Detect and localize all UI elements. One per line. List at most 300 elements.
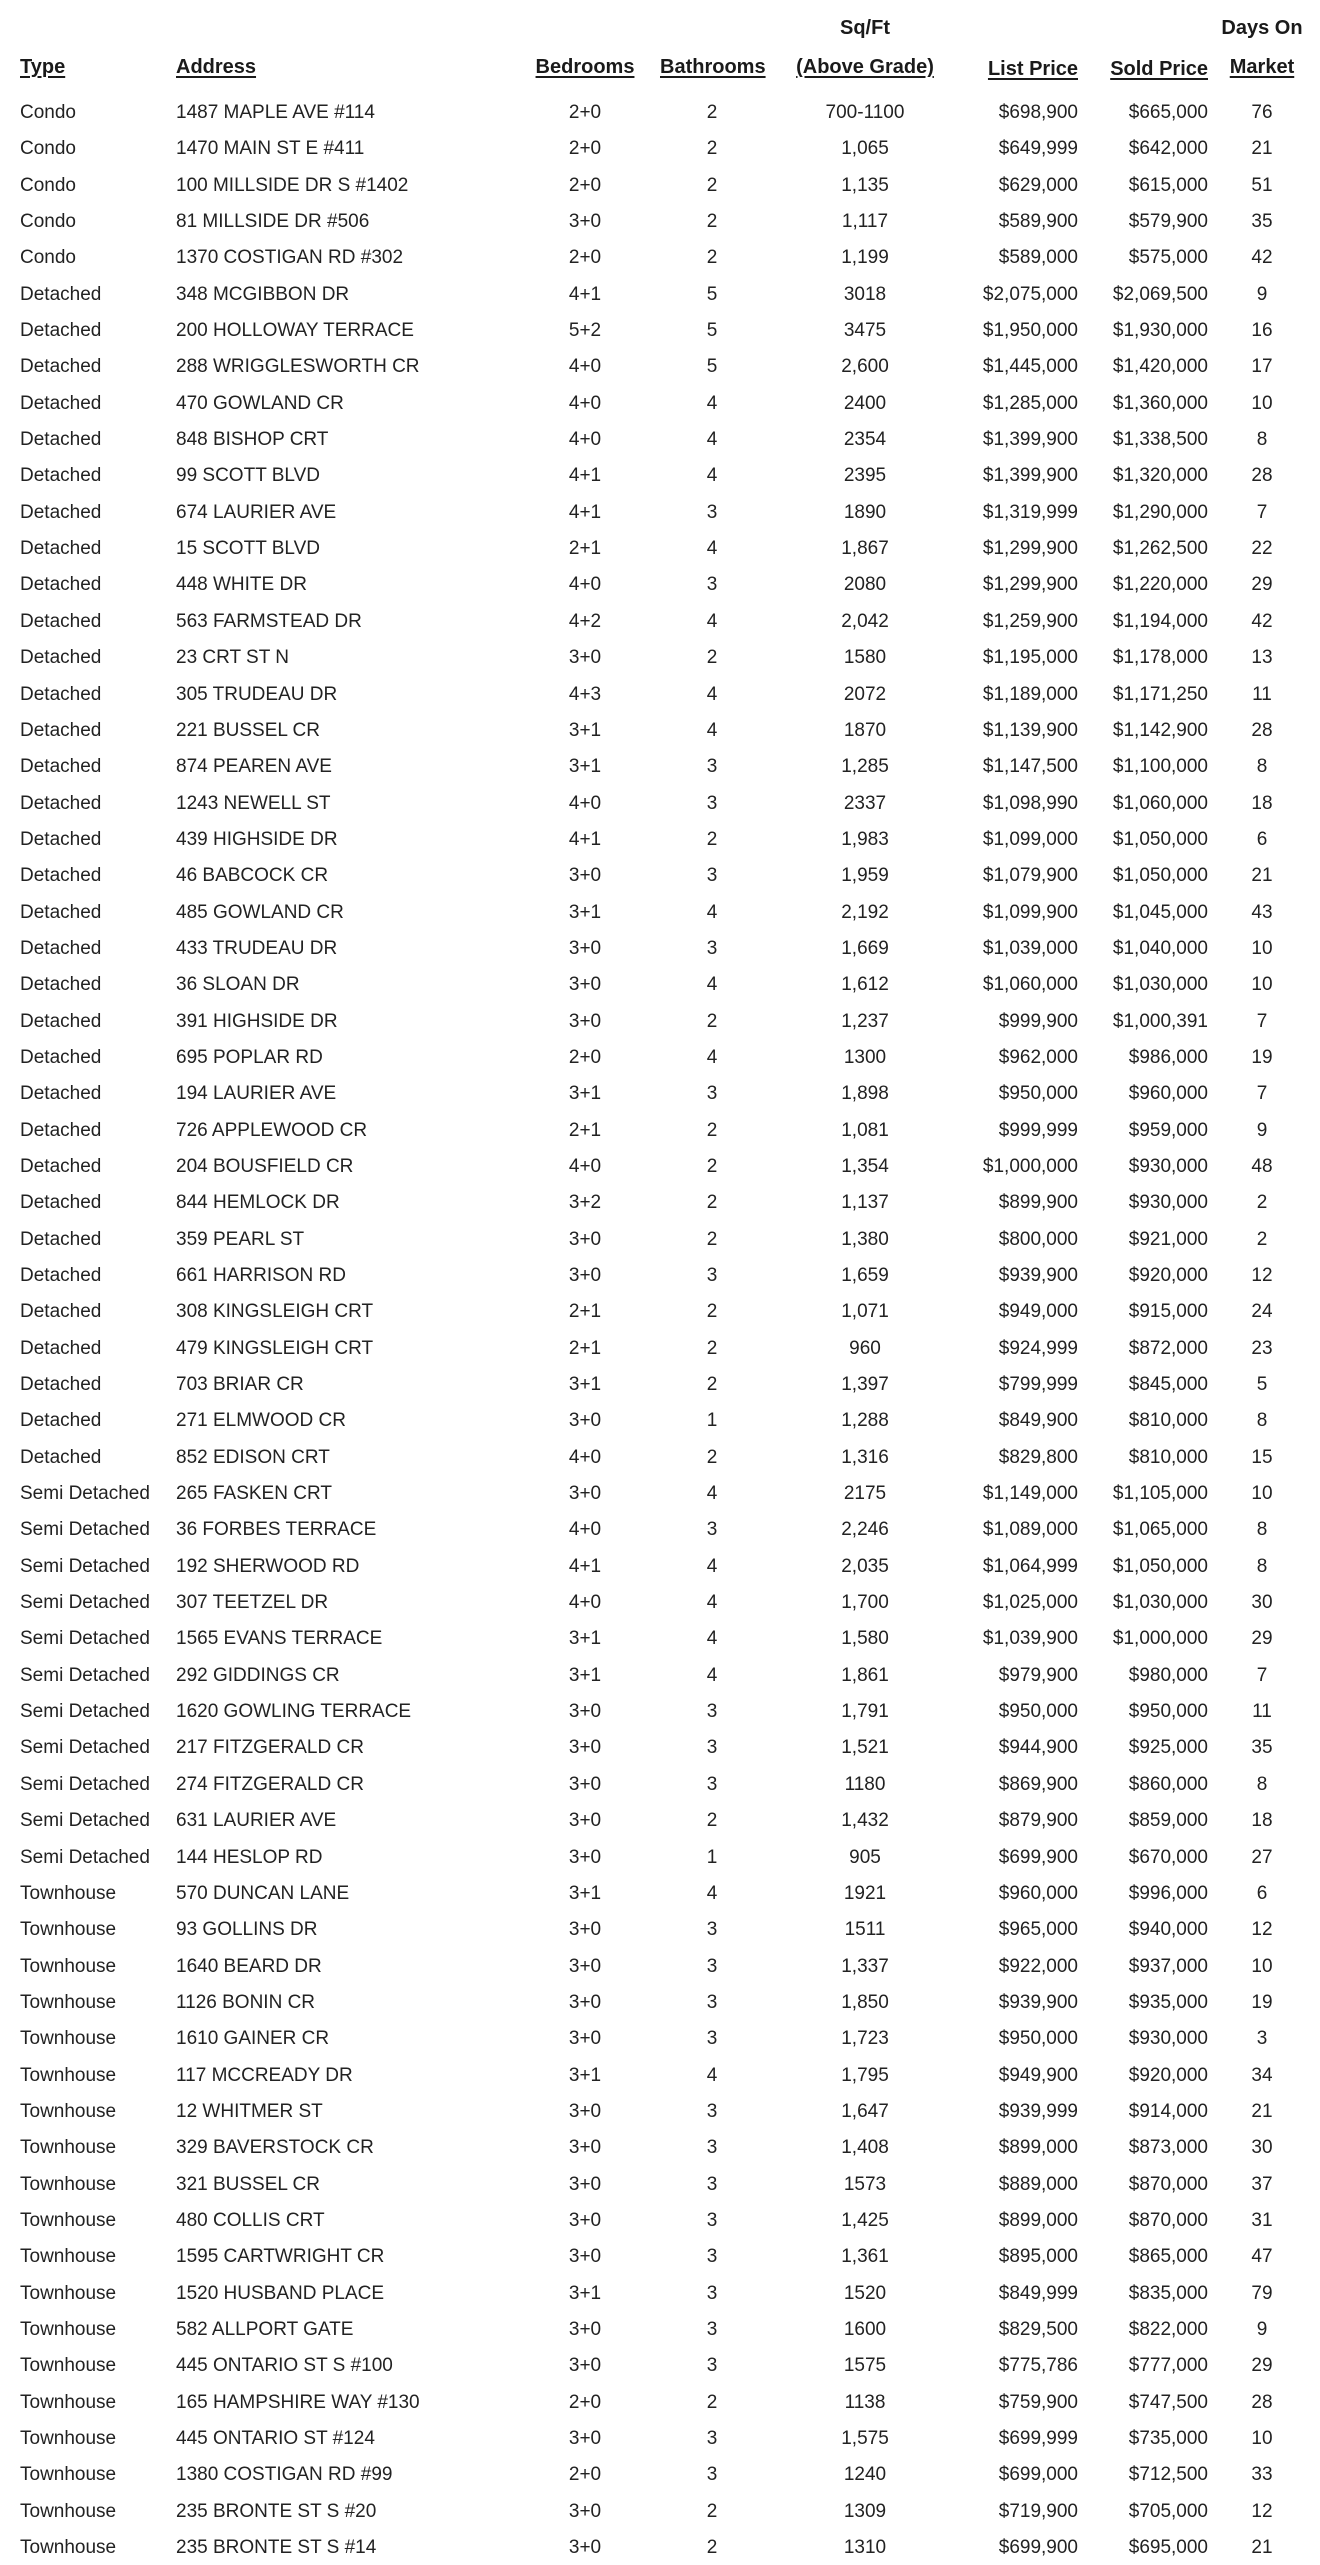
cell-list-price: $899,000 (998, 2137, 1078, 2159)
cell-sold-price: $920,000 (1128, 1265, 1208, 1286)
table-row (0, 2166, 1320, 2202)
cell-type: Townhouse (20, 2209, 117, 2231)
cell-bedrooms: 3+0 (568, 1919, 602, 1941)
cell-sqft: 1,575 (841, 2428, 889, 2449)
cell-address: 23 CRT ST N (176, 647, 289, 669)
cell-list-price: $962,000 (998, 1046, 1078, 1068)
cell-sold-price: $930,000 (1128, 2028, 1208, 2050)
table-row (0, 1003, 1320, 1039)
cell-sqft: 1,521 (841, 1737, 889, 1759)
cell-type: Detached (20, 1265, 102, 1286)
header-bathrooms: Bathrooms (660, 56, 766, 78)
header-list-price: List Price (987, 58, 1078, 80)
cell-type: Townhouse (20, 2028, 117, 2050)
cell-sqft: 1,237 (841, 1010, 889, 1032)
cell-bedrooms: 3+0 (568, 1410, 602, 1432)
cell-sqft: 1890 (843, 501, 887, 523)
cell-sqft: 1,580 (841, 1628, 889, 1650)
cell-type: Detached (20, 465, 102, 487)
cell-type: Detached (20, 1374, 102, 1396)
cell-type: Semi Detached (20, 1664, 150, 1686)
cell-bedrooms: 4+3 (568, 683, 602, 705)
cell-address: 1243 NEWELL ST (176, 792, 331, 814)
cell-days-on-market: 19 (1251, 1991, 1273, 2013)
cell-days-on-market: 21 (1251, 2537, 1273, 2559)
cell-sold-price: $1,142,900 (1112, 719, 1208, 741)
cell-bedrooms: 2+0 (568, 102, 602, 123)
table-row (0, 348, 1320, 384)
cell-list-price: $699,000 (998, 2464, 1078, 2486)
cell-bedrooms: 3+1 (568, 1882, 602, 1904)
cell-bedrooms: 4+0 (568, 1155, 602, 1177)
cell-days-on-market: 12 (1251, 2500, 1273, 2522)
cell-days-on-market: 47 (1251, 2246, 1273, 2268)
cell-bedrooms: 3+0 (568, 2100, 602, 2122)
cell-days-on-market: 6 (1256, 1882, 1268, 1904)
cell-type: Townhouse (20, 2246, 117, 2268)
table-row (0, 566, 1320, 602)
cell-days-on-market: 30 (1251, 1592, 1273, 1614)
cell-address: 852 EDISON CRT (176, 1446, 330, 1468)
cell-bathrooms: 2 (706, 1446, 718, 1468)
cell-list-price: $849,999 (998, 2282, 1078, 2304)
cell-days-on-market: 18 (1251, 1810, 1273, 1832)
cell-type: Semi Detached (20, 1773, 150, 1795)
cell-bedrooms: 3+0 (568, 1701, 602, 1723)
cell-sold-price: $1,030,000 (1112, 1592, 1208, 1614)
cell-bedrooms: 3+0 (568, 865, 602, 887)
cell-bathrooms: 2 (706, 1155, 718, 1177)
table-row (0, 2384, 1320, 2420)
cell-bedrooms: 3+1 (568, 1628, 602, 1650)
cell-sqft: 1,316 (841, 1446, 889, 1468)
table-row (0, 1802, 1320, 1838)
cell-sold-price: $1,045,000 (1112, 901, 1208, 923)
cell-sold-price: $920,000 (1128, 2064, 1208, 2086)
table-row (0, 1366, 1320, 1402)
cell-sqft: 1,071 (841, 1301, 889, 1323)
cell-days-on-market: 10 (1251, 1955, 1273, 1977)
cell-sqft: 1520 (843, 2282, 887, 2304)
cell-sold-price: $873,000 (1128, 2137, 1208, 2159)
cell-bathrooms: 3 (706, 2137, 718, 2159)
cell-days-on-market: 7 (1256, 1083, 1268, 1105)
cell-list-price: $589,900 (998, 211, 1078, 233)
cell-days-on-market: 31 (1251, 2209, 1273, 2231)
table-row (0, 1112, 1320, 1148)
cell-bedrooms: 4+2 (568, 610, 602, 632)
cell-list-price: $949,900 (998, 2064, 1078, 2086)
cell-address: 144 HESLOP RD (176, 1846, 323, 1868)
cell-bathrooms: 4 (706, 1882, 718, 1904)
cell-address: 844 HEMLOCK DR (176, 1192, 340, 1214)
cell-sold-price: $579,900 (1128, 211, 1208, 233)
cell-list-price: $869,900 (998, 1773, 1078, 1795)
cell-sold-price: $835,000 (1128, 2282, 1208, 2304)
cell-days-on-market: 7 (1256, 1010, 1268, 1032)
cell-type: Detached (20, 1010, 102, 1032)
cell-sold-price: $575,000 (1128, 247, 1208, 269)
cell-days-on-market: 28 (1251, 2391, 1273, 2413)
cell-days-on-market: 19 (1251, 1046, 1273, 1068)
cell-address: 1640 BEARD DR (176, 1955, 322, 1977)
cell-bathrooms: 4 (706, 1628, 718, 1650)
cell-sqft: 1,612 (841, 974, 889, 996)
cell-bedrooms: 3+0 (568, 2137, 602, 2159)
table-row (0, 1475, 1320, 1511)
cell-days-on-market: 8 (1256, 429, 1268, 451)
cell-days-on-market: 28 (1251, 465, 1273, 487)
table-row (0, 1330, 1320, 1366)
cell-bedrooms: 3+0 (568, 1265, 602, 1286)
cell-list-price: $699,900 (998, 1846, 1078, 1868)
cell-bathrooms: 3 (706, 1773, 718, 1795)
cell-sold-price: $1,065,000 (1112, 1519, 1208, 1541)
cell-type: Detached (20, 828, 102, 850)
header-days-line2: Market (1229, 56, 1295, 78)
cell-days-on-market: 12 (1251, 1919, 1273, 1941)
cell-sqft: 2,192 (841, 901, 889, 923)
cell-sqft: 2,042 (841, 610, 889, 632)
cell-days-on-market: 2 (1256, 1228, 1268, 1250)
table-header (0, 0, 1320, 92)
cell-bathrooms: 3 (706, 1737, 718, 1759)
cell-type: Detached (20, 1301, 102, 1323)
cell-list-price: $950,000 (998, 2028, 1078, 2050)
cell-address: 292 GIDDINGS CR (176, 1664, 340, 1686)
table-row (0, 2057, 1320, 2093)
table-row (0, 785, 1320, 821)
cell-list-price: $1,039,900 (982, 1628, 1078, 1650)
cell-bathrooms: 3 (706, 2246, 718, 2268)
cell-list-price: $1,098,990 (982, 792, 1078, 814)
cell-bedrooms: 4+1 (568, 501, 602, 523)
cell-bedrooms: 2+0 (568, 138, 602, 160)
table-row (0, 1039, 1320, 1075)
cell-sold-price: $980,000 (1128, 1664, 1208, 1686)
cell-bathrooms: 3 (706, 2355, 718, 2377)
cell-list-price: $1,064,999 (982, 1555, 1078, 1577)
cell-bathrooms: 3 (706, 2173, 718, 2195)
cell-list-price: $829,800 (998, 1446, 1078, 1468)
table-row (0, 1148, 1320, 1184)
cell-type: Detached (20, 683, 102, 705)
cell-type: Condo (20, 211, 76, 233)
table-row (0, 1402, 1320, 1438)
cell-address: 674 LAURIER AVE (176, 501, 337, 523)
table-row (0, 2420, 1320, 2456)
cell-type: Townhouse (20, 2428, 117, 2449)
cell-sold-price: $960,000 (1128, 1083, 1208, 1105)
cell-address: 36 SLOAN DR (176, 974, 300, 996)
cell-sold-price: $914,000 (1128, 2100, 1208, 2122)
cell-list-price: $1,259,900 (982, 610, 1078, 632)
cell-bathrooms: 3 (706, 1701, 718, 1723)
cell-type: Detached (20, 610, 102, 632)
cell-days-on-market: 8 (1256, 1555, 1268, 1577)
cell-bedrooms: 3+1 (568, 2064, 602, 2086)
cell-sold-price: $1,171,250 (1112, 683, 1208, 705)
cell-type: Townhouse (20, 2100, 117, 2122)
cell-sold-price: $1,178,000 (1112, 647, 1208, 669)
cell-bathrooms: 3 (706, 574, 718, 596)
cell-days-on-market: 35 (1251, 211, 1273, 233)
cell-type: Townhouse (20, 2064, 117, 2086)
cell-address: 200 HOLLOWAY TERRACE (176, 320, 414, 342)
cell-type: Detached (20, 1228, 102, 1250)
table-row (0, 421, 1320, 457)
cell-address: 1470 MAIN ST E #411 (176, 138, 365, 160)
cell-list-price: $939,900 (998, 1265, 1078, 1286)
cell-sqft: 1,669 (841, 937, 889, 959)
table-row (0, 1184, 1320, 1220)
cell-sqft: 1,659 (841, 1265, 889, 1286)
cell-days-on-market: 9 (1256, 283, 1268, 305)
cell-bedrooms: 3+0 (568, 647, 602, 669)
cell-address: 1610 GAINER CR (176, 2028, 330, 2050)
table-row (0, 712, 1320, 748)
cell-address: 703 BRIAR CR (176, 1374, 304, 1396)
cell-days-on-market: 21 (1251, 2100, 1273, 2122)
cell-sold-price: $695,000 (1128, 2537, 1208, 2559)
cell-sold-price: $1,105,000 (1112, 1483, 1208, 1505)
cell-bathrooms: 4 (706, 1555, 718, 1577)
cell-sold-price: $735,000 (1128, 2428, 1208, 2449)
table-row (0, 748, 1320, 784)
cell-sold-price: $925,000 (1128, 1737, 1208, 1759)
cell-address: 274 FITZGERALD CR (176, 1773, 364, 1795)
cell-bathrooms: 3 (706, 2100, 718, 2122)
cell-bathrooms: 2 (706, 1119, 718, 1141)
cell-bathrooms: 2 (706, 1374, 718, 1396)
cell-list-price: $1,319,999 (982, 501, 1078, 523)
cell-sold-price: $1,060,000 (1112, 792, 1208, 814)
cell-bathrooms: 3 (706, 1265, 718, 1286)
cell-bathrooms: 3 (706, 792, 718, 814)
cell-address: 1620 GOWLING TERRACE (176, 1701, 412, 1723)
cell-sqft: 2354 (843, 429, 887, 451)
cell-bathrooms: 3 (706, 2318, 718, 2340)
cell-type: Townhouse (20, 2137, 117, 2159)
table-row (0, 130, 1320, 166)
cell-list-price: $950,000 (998, 1083, 1078, 1105)
table-row (0, 385, 1320, 421)
cell-days-on-market: 16 (1251, 320, 1273, 342)
cell-bedrooms: 3+0 (568, 1228, 602, 1250)
cell-sold-price: $959,000 (1128, 1119, 1208, 1141)
cell-bedrooms: 3+0 (568, 937, 602, 959)
cell-sold-price: $777,000 (1128, 2355, 1208, 2377)
cell-address: 36 FORBES TERRACE (176, 1519, 377, 1541)
cell-sold-price: $615,000 (1128, 174, 1208, 196)
cell-bedrooms: 3+0 (568, 2537, 602, 2559)
cell-type: Detached (20, 901, 102, 923)
cell-bathrooms: 4 (706, 1664, 718, 1686)
table-row (0, 1075, 1320, 1111)
cell-bathrooms: 5 (706, 283, 718, 305)
cell-bedrooms: 4+1 (568, 828, 602, 850)
cell-bathrooms: 3 (706, 2464, 718, 2486)
cell-bedrooms: 2+0 (568, 247, 602, 269)
cell-bathrooms: 4 (706, 1592, 718, 1614)
cell-sqft: 1,285 (841, 756, 889, 778)
cell-sold-price: $642,000 (1128, 138, 1208, 160)
cell-type: Detached (20, 974, 102, 996)
cell-sold-price: $930,000 (1128, 1155, 1208, 1177)
cell-sold-price: $930,000 (1128, 1192, 1208, 1214)
table-row (0, 530, 1320, 566)
cell-type: Townhouse (20, 1955, 117, 1977)
cell-sold-price: $2,069,500 (1112, 283, 1208, 305)
cell-days-on-market: 35 (1251, 1737, 1273, 1759)
cell-sold-price: $921,000 (1128, 1228, 1208, 1250)
cell-list-price: $1,089,000 (982, 1519, 1078, 1541)
cell-address: 480 COLLIS CRT (176, 2209, 325, 2231)
cell-sqft: 2,246 (841, 1519, 889, 1541)
cell-sqft: 1600 (843, 2318, 887, 2340)
cell-sold-price: $950,000 (1128, 1701, 1208, 1723)
cell-bathrooms: 4 (706, 429, 718, 451)
cell-sold-price: $935,000 (1128, 1991, 1208, 2013)
cell-days-on-market: 10 (1251, 392, 1273, 414)
cell-address: 631 LAURIER AVE (176, 1810, 337, 1832)
cell-type: Detached (20, 356, 102, 378)
cell-address: 448 WHITE DR (176, 574, 307, 596)
cell-sqft: 1,354 (841, 1155, 889, 1177)
cell-address: 204 BOUSFIELD CR (176, 1155, 354, 1177)
cell-address: 661 HARRISON RD (176, 1265, 346, 1286)
cell-sold-price: $1,262,500 (1112, 538, 1208, 560)
table-row (0, 276, 1320, 312)
cell-bedrooms: 3+1 (568, 901, 602, 923)
cell-bathrooms: 2 (706, 211, 718, 233)
cell-type: Townhouse (20, 2318, 117, 2340)
cell-list-price: $799,999 (998, 1374, 1078, 1396)
cell-days-on-market: 11 (1252, 1701, 1272, 1723)
cell-address: 695 POPLAR RD (176, 1046, 323, 1068)
cell-sqft: 1,700 (841, 1592, 889, 1614)
cell-type: Detached (20, 1446, 102, 1468)
table-row (0, 2493, 1320, 2529)
cell-list-price: $2,075,000 (982, 283, 1078, 305)
cell-sqft: 2395 (843, 465, 887, 487)
cell-type: Detached (20, 1337, 102, 1359)
cell-sold-price: $1,290,000 (1112, 501, 1208, 523)
cell-list-price: $944,900 (998, 1737, 1078, 1759)
cell-bathrooms: 2 (706, 1301, 718, 1323)
cell-list-price: $1,079,900 (982, 865, 1078, 887)
cell-address: 348 MCGIBBON DR (176, 283, 350, 305)
cell-type: Townhouse (20, 2500, 117, 2522)
cell-address: 445 ONTARIO ST #124 (176, 2428, 375, 2449)
cell-sqft: 1,983 (841, 828, 889, 850)
cell-sqft: 3475 (843, 320, 887, 342)
cell-sold-price: $712,500 (1128, 2464, 1208, 2486)
table-row (0, 494, 1320, 530)
cell-bedrooms: 2+1 (568, 1119, 602, 1141)
cell-address: 433 TRUDEAU DR (176, 937, 338, 959)
cell-days-on-market: 33 (1251, 2464, 1273, 2486)
cell-address: 46 BABCOCK CR (176, 865, 329, 887)
cell-bathrooms: 1 (706, 1846, 718, 1868)
cell-type: Detached (20, 792, 102, 814)
cell-days-on-market: 6 (1256, 828, 1268, 850)
cell-sqft: 1,380 (841, 1228, 889, 1250)
cell-sqft: 1,065 (841, 138, 889, 160)
cell-list-price: $965,000 (998, 1919, 1078, 1941)
table-row (0, 821, 1320, 857)
table-row (0, 167, 1320, 203)
cell-sqft: 2080 (843, 574, 887, 596)
cell-type: Townhouse (20, 1919, 117, 1941)
cell-days-on-market: 7 (1256, 501, 1268, 523)
cell-type: Townhouse (20, 2391, 117, 2413)
cell-bathrooms: 2 (706, 647, 718, 669)
cell-bathrooms: 2 (706, 1010, 718, 1032)
cell-bedrooms: 5+2 (568, 320, 602, 342)
cell-list-price: $922,000 (998, 1955, 1078, 1977)
cell-sqft: 1309 (843, 2500, 887, 2522)
cell-type: Townhouse (20, 2537, 117, 2559)
cell-bedrooms: 3+1 (568, 2282, 602, 2304)
cell-sqft: 1138 (844, 2391, 886, 2413)
cell-address: 479 KINGSLEIGH CRT (176, 1337, 374, 1359)
cell-bedrooms: 3+2 (568, 1192, 602, 1214)
cell-bathrooms: 2 (706, 1810, 718, 1832)
cell-address: 391 HIGHSIDE DR (176, 1010, 338, 1032)
cell-days-on-market: 3 (1256, 2028, 1268, 2050)
cell-type: Townhouse (20, 2464, 117, 2486)
cell-list-price: $1,195,000 (982, 647, 1078, 669)
cell-address: 445 ONTARIO ST S #100 (176, 2355, 393, 2377)
cell-days-on-market: 11 (1252, 683, 1272, 705)
cell-address: 1520 HUSBAND PLACE (176, 2282, 385, 2304)
table-row (0, 1875, 1320, 1911)
cell-bedrooms: 3+1 (568, 1664, 602, 1686)
cell-days-on-market: 8 (1256, 1410, 1268, 1432)
cell-bathrooms: 3 (706, 2282, 718, 2304)
cell-bedrooms: 3+0 (568, 2428, 602, 2449)
cell-bathrooms: 4 (706, 974, 718, 996)
cell-address: 563 FARMSTEAD DR (176, 610, 362, 632)
cell-type: Detached (20, 756, 102, 778)
cell-type: Detached (20, 1155, 102, 1177)
cell-bedrooms: 3+0 (568, 2173, 602, 2195)
cell-address: 1487 MAPLE AVE #114 (176, 102, 375, 123)
cell-sqft: 1575 (843, 2355, 887, 2377)
cell-sold-price: $1,030,000 (1112, 974, 1208, 996)
cell-bedrooms: 3+0 (568, 1773, 602, 1795)
cell-days-on-market: 10 (1251, 1483, 1273, 1505)
cell-bathrooms: 4 (706, 719, 718, 741)
cell-list-price: $924,999 (998, 1337, 1078, 1359)
cell-bathrooms: 4 (706, 683, 718, 705)
cell-sqft: 1,959 (841, 865, 889, 887)
cell-address: 192 SHERWOOD RD (176, 1555, 360, 1577)
cell-list-price: $629,000 (998, 174, 1078, 196)
cell-days-on-market: 51 (1251, 174, 1273, 196)
cell-sqft: 1,135 (841, 174, 889, 196)
cell-sold-price: $915,000 (1128, 1301, 1208, 1323)
cell-address: 485 GOWLAND CR (176, 901, 344, 923)
cell-sqft: 1,723 (841, 2028, 889, 2050)
cell-sqft: 1,137 (841, 1192, 889, 1214)
cell-bathrooms: 2 (706, 174, 718, 196)
cell-sold-price: $872,000 (1128, 1337, 1208, 1359)
table-row (0, 1766, 1320, 1802)
cell-type: Detached (20, 320, 102, 342)
cell-address: 307 TEETZEL DR (176, 1592, 329, 1614)
